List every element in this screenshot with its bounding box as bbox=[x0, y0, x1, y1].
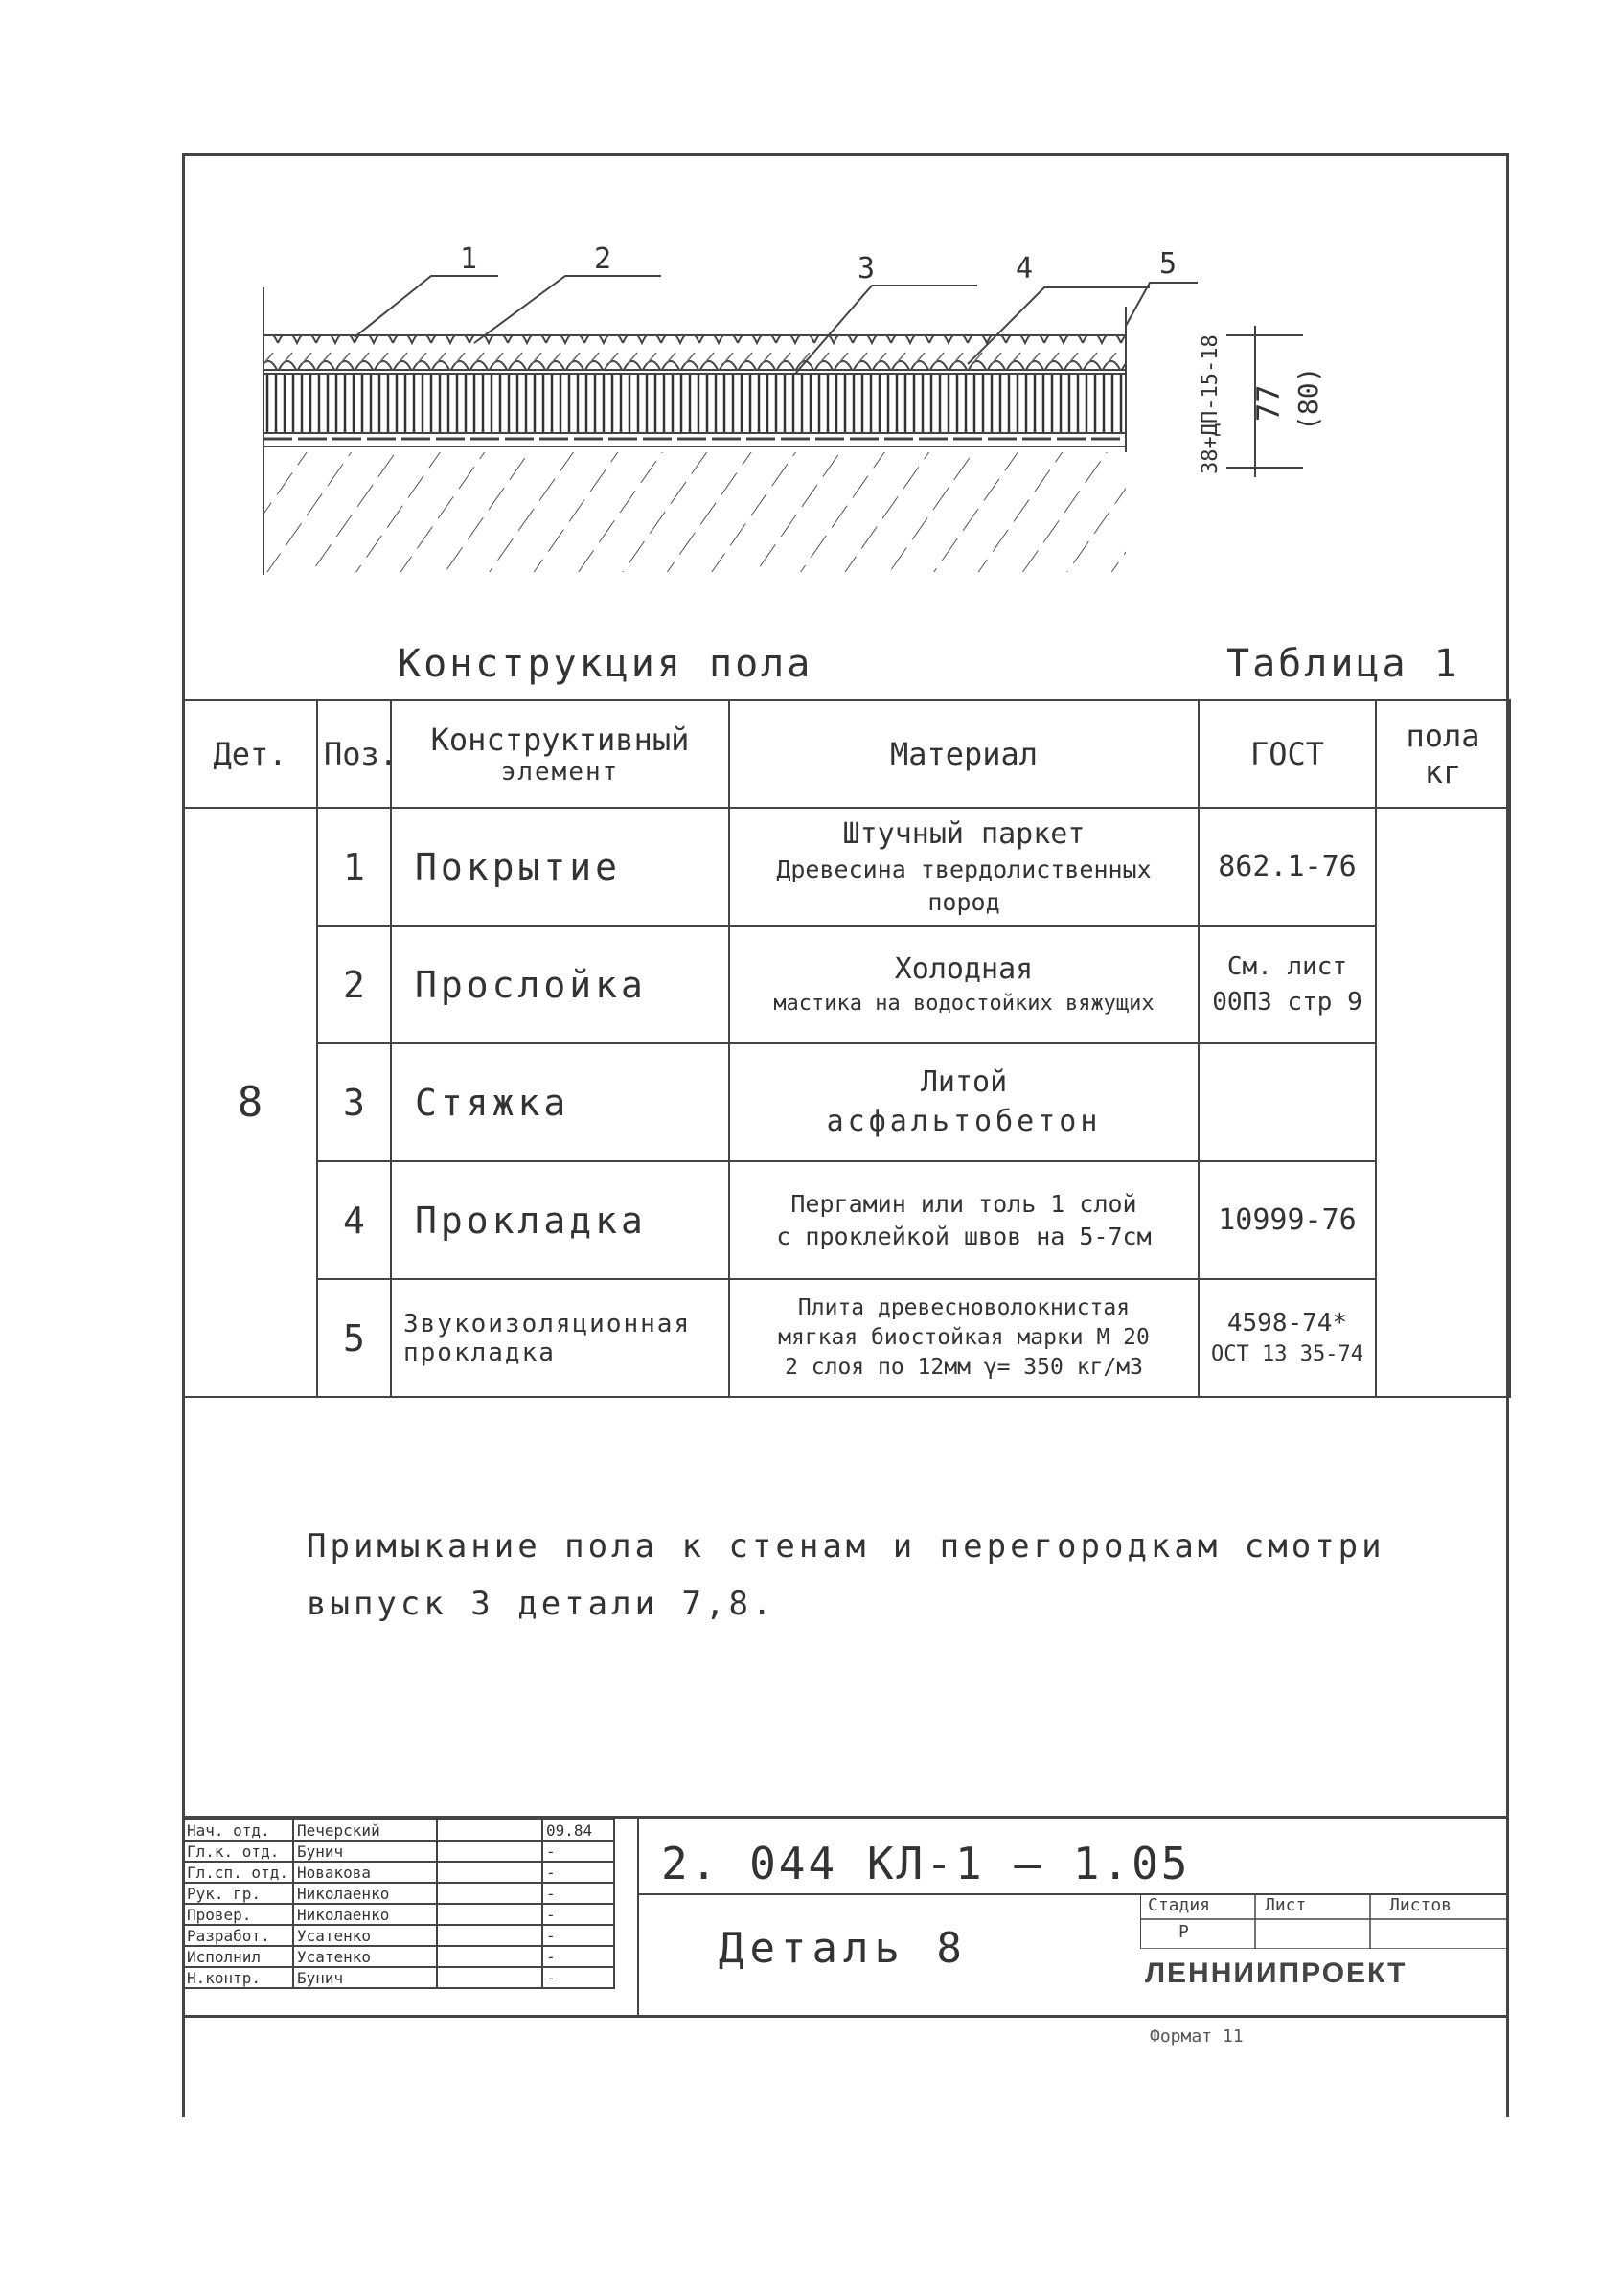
sheets-label: Листов bbox=[1389, 1895, 1452, 1915]
signer-row bbox=[183, 1925, 614, 1946]
signature bbox=[437, 1967, 542, 1988]
header-area-line1: пола bbox=[1406, 718, 1480, 754]
row-pos: 2 bbox=[317, 926, 391, 1043]
signer-row bbox=[183, 1841, 614, 1862]
signature-table bbox=[182, 1819, 615, 1989]
leader-label-5: 5 bbox=[1159, 247, 1178, 281]
header-pos: Поз. bbox=[317, 700, 391, 808]
signature bbox=[437, 1946, 542, 1967]
floor-layers bbox=[263, 287, 1126, 575]
signer-row bbox=[183, 1967, 614, 1988]
material-line: Древесина твердолиственных bbox=[776, 856, 1152, 883]
signer-name: Усатенко bbox=[293, 1946, 437, 1967]
leader-label-1: 1 bbox=[460, 242, 478, 276]
table-title: Конструкция пола bbox=[398, 642, 813, 686]
row-material bbox=[729, 808, 1199, 926]
table-row bbox=[183, 926, 1510, 1043]
stage-box bbox=[1140, 1893, 1509, 1949]
dimension bbox=[1199, 326, 1324, 477]
table-row bbox=[183, 1279, 1510, 1397]
table-row bbox=[183, 1043, 1510, 1161]
gost-line: 00ПЗ стр 9 bbox=[1212, 987, 1362, 1017]
note-line2: выпуск 3 детали 7,8. bbox=[307, 1584, 776, 1623]
dimension-alt: (80) bbox=[1292, 366, 1324, 431]
signer-name: Николаенко bbox=[293, 1904, 437, 1925]
signer-date: - bbox=[542, 1841, 614, 1862]
signature bbox=[437, 1862, 542, 1883]
header-material: Материал bbox=[729, 700, 1199, 808]
floor-layers-table bbox=[182, 699, 1511, 1398]
row-pos: 4 bbox=[317, 1161, 391, 1279]
header-area-line2: кг bbox=[1424, 754, 1462, 790]
signature bbox=[437, 1904, 542, 1925]
title-block bbox=[182, 1816, 1509, 2018]
signer-row bbox=[183, 1946, 614, 1967]
signer-row bbox=[183, 1862, 614, 1883]
material-line: Плита древесноволокнистая bbox=[797, 1294, 1131, 1320]
floor-section-drawing bbox=[240, 230, 1485, 613]
area-column bbox=[1376, 808, 1510, 1397]
leader-1 bbox=[355, 276, 498, 337]
header-det: Дет. bbox=[183, 700, 317, 808]
material-line: пород bbox=[927, 887, 1000, 916]
signer-date: - bbox=[542, 1883, 614, 1904]
row-element: Прокладка bbox=[391, 1161, 729, 1279]
signer-name: Бунич bbox=[293, 1841, 437, 1862]
slab-layer bbox=[263, 452, 1126, 572]
row-pos: 5 bbox=[317, 1279, 391, 1397]
row-material bbox=[729, 1043, 1199, 1161]
detail-number: 8 bbox=[183, 808, 317, 1397]
leader-label-4: 4 bbox=[1016, 252, 1034, 286]
signer-date: - bbox=[542, 1862, 614, 1883]
signer-name: Новакова bbox=[293, 1862, 437, 1883]
material-line: с проклейкой швов на 5-7см bbox=[776, 1222, 1152, 1250]
header-element-line1: Конструктивный bbox=[430, 721, 690, 758]
table-number: Таблица 1 bbox=[1226, 642, 1460, 686]
signer-row bbox=[183, 1904, 614, 1925]
signer-role: Гл.к. отд. bbox=[183, 1841, 293, 1862]
note-line1: Примыкание пола к стенам и перегородкам смотри bbox=[307, 1527, 1385, 1566]
leader-label-2: 2 bbox=[594, 242, 612, 276]
gost-line: См. лист bbox=[1226, 952, 1348, 982]
signer-row bbox=[183, 1819, 614, 1841]
leader-5 bbox=[1126, 283, 1198, 326]
row-gost: 10999-76 bbox=[1199, 1161, 1376, 1279]
row-gost bbox=[1199, 1043, 1376, 1161]
signer-date: - bbox=[542, 1904, 614, 1925]
signature bbox=[437, 1819, 542, 1841]
signer-role: Провер. bbox=[183, 1904, 293, 1925]
signer-date: - bbox=[542, 1967, 614, 1988]
leader-label-3: 3 bbox=[858, 252, 876, 286]
dimension-side: 38+ДП-15-18 bbox=[1199, 334, 1223, 474]
row-gost bbox=[1199, 1279, 1376, 1397]
header-area bbox=[1376, 700, 1510, 808]
signer-role: Рук. гр. bbox=[183, 1883, 293, 1904]
row-material bbox=[729, 1279, 1199, 1397]
material-line: Холодная bbox=[894, 952, 1034, 987]
header-element bbox=[391, 700, 729, 808]
screed-layer bbox=[263, 374, 1126, 433]
row-material bbox=[729, 1161, 1199, 1279]
signer-role: Исполнил bbox=[183, 1946, 293, 1967]
row-gost: 862.1-76 bbox=[1199, 808, 1376, 926]
signer-name: Бунич bbox=[293, 1967, 437, 1988]
signature bbox=[437, 1925, 542, 1946]
material-line: Литой bbox=[920, 1065, 1008, 1099]
format-label: Формат 11 bbox=[1150, 2026, 1244, 2047]
parquet-layer bbox=[263, 335, 1126, 370]
stage-value: Р bbox=[1178, 1922, 1189, 1942]
stage-label: Стадия bbox=[1148, 1895, 1211, 1915]
gost-line: 4598-74* bbox=[1226, 1308, 1348, 1338]
signer-role: Н.контр. bbox=[183, 1967, 293, 1988]
junction-note bbox=[307, 1519, 1456, 1633]
detail-title: Деталь 8 bbox=[719, 1924, 968, 1973]
signer-date: - bbox=[542, 1946, 614, 1967]
row-pos: 1 bbox=[317, 808, 391, 926]
table-row bbox=[183, 808, 1510, 926]
table-row bbox=[183, 1161, 1510, 1279]
stage-grid bbox=[1140, 1893, 1509, 1949]
row-element: Прослойка bbox=[391, 926, 729, 1043]
material-line: Пергамин или толь 1 слой bbox=[790, 1189, 1137, 1218]
dimension-main: 77 bbox=[1250, 384, 1287, 422]
row-gost bbox=[1199, 926, 1376, 1043]
signer-date: 09.84 bbox=[542, 1819, 614, 1841]
material-line: 2 слоя по 12мм γ= 350 кг/м3 bbox=[785, 1355, 1143, 1381]
table-header-row bbox=[183, 700, 1510, 808]
material-line: асфальтобетон bbox=[826, 1104, 1102, 1138]
leader-2 bbox=[474, 276, 661, 343]
header-element-line2: элемент bbox=[500, 758, 620, 787]
material-line: мастика на водостойких вяжущих bbox=[773, 991, 1155, 1016]
material-line: Штучный паркет bbox=[842, 816, 1086, 851]
signer-role: Гл.сп. отд. bbox=[183, 1862, 293, 1883]
document-code: 2. 044 КЛ-1 — 1.05 bbox=[661, 1838, 1191, 1889]
signer-name: Печерский bbox=[293, 1819, 437, 1841]
signer-role: Нач. отд. bbox=[183, 1819, 293, 1841]
signer-date: - bbox=[542, 1925, 614, 1946]
row-pos: 3 bbox=[317, 1043, 391, 1161]
material-line: мягкая биостойкая марки М 20 bbox=[778, 1324, 1150, 1350]
row-element: Звукоизоляционная прокладка bbox=[391, 1279, 729, 1397]
signature bbox=[437, 1883, 542, 1904]
signer-name: Усатенко bbox=[293, 1925, 437, 1946]
sheet-label: Лист bbox=[1265, 1895, 1307, 1915]
signature bbox=[437, 1841, 542, 1862]
signer-role: Разработ. bbox=[183, 1925, 293, 1946]
row-element: Покрытие bbox=[391, 808, 729, 926]
gost-line: ОСТ 13 35-74 bbox=[1211, 1342, 1363, 1367]
signer-row bbox=[183, 1883, 614, 1904]
organization-name: ЛЕННИИПРОЕКТ bbox=[1145, 1957, 1407, 1989]
signer-name: Николаенко bbox=[293, 1883, 437, 1904]
header-gost: ГОСТ bbox=[1199, 700, 1376, 808]
row-element: Стяжка bbox=[391, 1043, 729, 1161]
row-material bbox=[729, 926, 1199, 1043]
divider bbox=[637, 1819, 639, 2015]
